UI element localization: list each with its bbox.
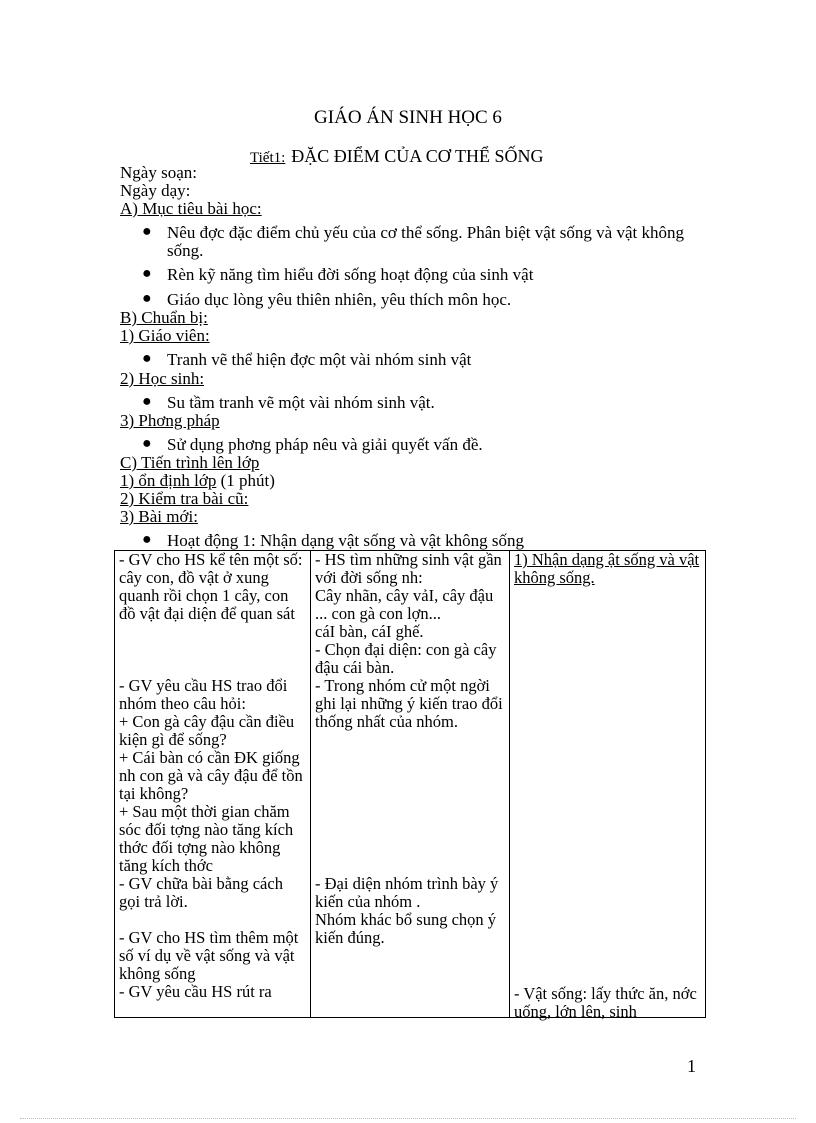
step3-heading: 3) Bài mới: bbox=[120, 507, 198, 526]
lesson-number: Tiết1: bbox=[250, 150, 286, 166]
student-item: Su tầm tranh vẽ một vài nhóm sinh vật. bbox=[167, 393, 435, 412]
content-bottom-text: - Vật sống: lấy thức ăn, nớc uống, lớn lên, sinh bbox=[514, 984, 697, 1021]
student-activity-text: - HS tìm những sinh vật gần với đời sống nh: Cây nhãn, cây vảI, cây đậu ... con gà con lợn... cáI bàn, cáI ghế. - Chọn đại diện: con gà cây đậu cái bàn. - Trong nhóm cử một ngời ghi lại những ý kiến trao đổi thống nhất của nhóm. - Đại diện nhóm trình bày ý kiến của nhóm . Nhóm khác bổ sung chọn ý kiến đúng. bbox=[315, 550, 503, 947]
objective-item: Nêu đợc đặc điểm chủ yếu của cơ thể sống. Phân biệt vật sống và vật không sống. bbox=[167, 223, 684, 260]
step1-heading: 1) ổn định lớp bbox=[120, 471, 217, 490]
teacher-item: Tranh vẽ thể hiện đợc một vài nhóm sinh vật bbox=[167, 350, 472, 369]
step2-heading: 2) Kiểm tra bài cũ: bbox=[120, 489, 249, 508]
bullet-icon: ● bbox=[142, 290, 152, 307]
objectives-heading: A) Mục tiêu bài học: bbox=[120, 199, 262, 218]
lesson-name: ĐẶC ĐIỂM CỦA CƠ THỂ SỐNG bbox=[291, 146, 544, 166]
objective-item: Giáo dục lòng yêu thiên nhiên, yêu thích môn học. bbox=[167, 290, 512, 309]
teach-date: Ngày dạy: bbox=[120, 181, 191, 200]
preparation-heading: B) Chuẩn bị: bbox=[120, 308, 208, 327]
bullet-icon: ● bbox=[142, 350, 152, 367]
teacher-activity-cell bbox=[115, 551, 311, 1018]
objective-item: Rèn kỹ năng tìm hiểu đời sống hoạt động của sinh vật bbox=[167, 265, 534, 284]
document-title: GIÁO ÁN SINH HỌC 6 bbox=[314, 107, 502, 128]
step1 bbox=[120, 472, 275, 490]
bullet-icon: ● bbox=[142, 393, 152, 410]
page-divider bbox=[20, 1118, 796, 1119]
step1-note: (1 phút) bbox=[216, 471, 275, 490]
teacher-activity-text: - GV cho HS kể tên một số: cây con, đồ vật ở xung quanh rồi chọn 1 cây, con đồ vật đại diện để quan sát - GV yêu cầu HS trao đổi nhóm theo câu hỏi: + Con gà cây đậu cần điều kiện gì để sống? + Cái bàn có cần ĐK giống nh con gà và cây đậu để tồn tại không? + Sau một thời gian chăm sóc đối tợng nào tăng kích thớc đối tợng nào không tăng kích thớc - GV chữa bài bằng cách gọi trả lời. - GV cho HS tìm thêm một số ví dụ về vật sống và vật không sống - GV yêu cầu HS rút ra bbox=[119, 550, 303, 1001]
activity-title: Hoạt động 1: Nhận dạng vật sống và vật không sống bbox=[167, 531, 524, 550]
page-number: 1 bbox=[687, 1056, 696, 1076]
table-row bbox=[115, 551, 706, 1018]
bullet-icon: ● bbox=[142, 223, 152, 240]
bullet-icon: ● bbox=[142, 531, 152, 548]
method-heading: 3) Phơng pháp bbox=[120, 411, 220, 430]
student-heading: 2) Học sinh: bbox=[120, 369, 205, 388]
prep-date: Ngày soạn: bbox=[120, 163, 197, 182]
method-item: Sử dụng phơng pháp nêu và giải quyết vấn đề. bbox=[167, 435, 483, 454]
student-activity-cell bbox=[311, 551, 510, 1018]
process-heading: C) Tiến trình lên lớp bbox=[120, 453, 260, 472]
content-cell bbox=[510, 550, 706, 1021]
lesson-title bbox=[250, 146, 543, 168]
bullet-icon: ● bbox=[142, 265, 152, 282]
bullet-icon: ● bbox=[142, 435, 152, 452]
activity-table bbox=[114, 550, 706, 1021]
teacher-heading: 1) Giáo viên: bbox=[120, 326, 210, 345]
content-heading: 1) Nhận dạng ật sống và vật không sống. bbox=[514, 550, 700, 587]
